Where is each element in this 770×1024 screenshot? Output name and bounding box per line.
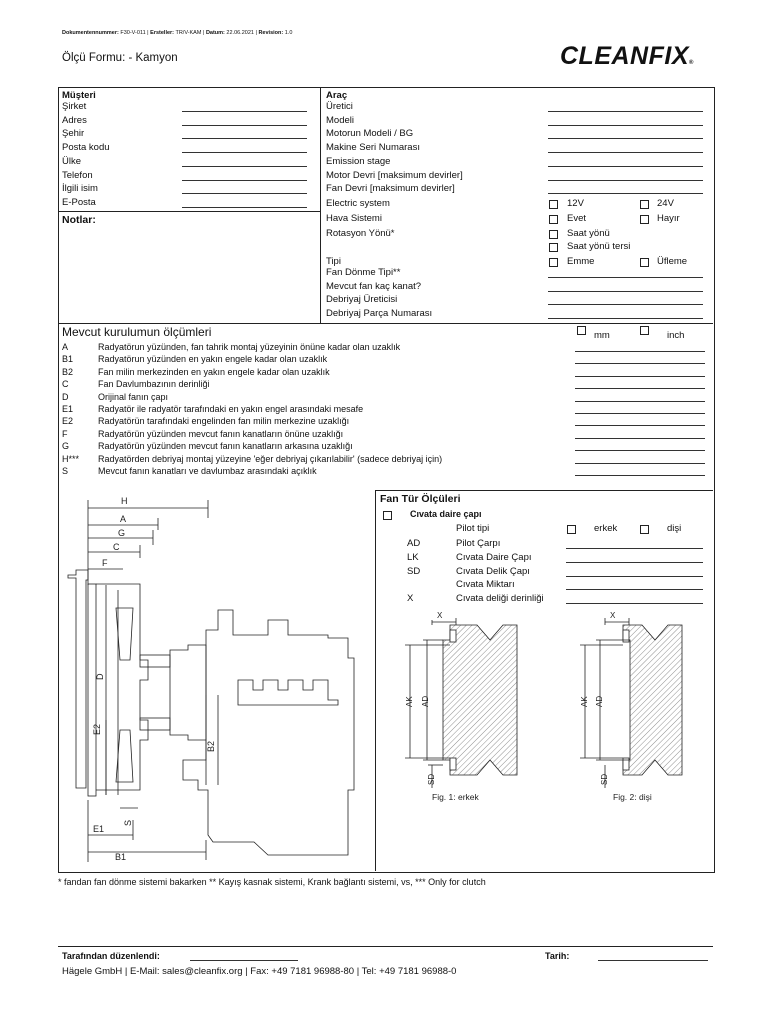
fan-row-code: LK <box>407 551 419 563</box>
electric-24v-label: 24V <box>657 198 674 209</box>
measurement-text: Fan milin merkezinden en yakın engele kadar olan uzaklık <box>98 366 330 377</box>
fan-row-code: SD <box>407 565 421 577</box>
customer-field-label: Adres <box>62 114 87 126</box>
vehicle-heading: Araç <box>326 90 348 101</box>
air-no-checkbox[interactable] <box>640 215 649 224</box>
fig2-label-ad: AD <box>595 695 604 707</box>
measurement-text: Radyatörden debriyaj montaj yüzeyine 'eğer debriyaj çıkarılabilir' (sadece debriyaj için) <box>98 453 443 464</box>
fig1-label-x: X <box>437 611 443 620</box>
measurement-code: C <box>62 379 69 390</box>
measurement-input[interactable] <box>575 351 705 352</box>
vehicle-field-input[interactable] <box>548 304 703 305</box>
measurement-input[interactable] <box>575 425 705 426</box>
customer-field-label: Ülke <box>62 155 82 167</box>
air-label: Hava Sistemi <box>326 213 382 224</box>
customer-field-input[interactable] <box>182 111 307 112</box>
fig1-label-ak: AK <box>405 696 414 707</box>
measurement-text: Radyatör ile radyatör tarafındaki en yakın engel arasındaki mesafe <box>98 404 364 414</box>
bolt-circle-label: Cıvata daire çapı <box>410 509 482 519</box>
fan-row-input[interactable] <box>566 562 703 563</box>
measurement-code: E1 <box>62 404 74 414</box>
measurement-code: H*** <box>62 453 80 464</box>
vehicle-field-input[interactable] <box>548 277 703 278</box>
vehicle-field-label: Fan Devri [maksimum devirler] <box>326 183 455 195</box>
customer-field-input[interactable] <box>182 125 307 126</box>
fig1-label-sd: SD <box>427 773 436 785</box>
measurement-code: G <box>62 441 70 452</box>
divider-measurements <box>58 323 713 324</box>
measurement-code: D <box>62 391 69 402</box>
air-yes-checkbox[interactable] <box>549 215 558 224</box>
measurement-code: S <box>62 466 69 476</box>
customer-field-label: Şehir <box>62 128 85 140</box>
company-info: Hägele GmbH | E-Mail: sales@cleanfix.org | Fax: +49 7181 96988-80 | Tel: +49 7181 96988-0 <box>62 966 457 977</box>
measurement-code: F <box>62 428 68 439</box>
vehicle-field-input[interactable] <box>548 166 703 167</box>
customer-field-label: İlgili isim <box>62 183 98 195</box>
measurement-text: Radyatörün tarafındaki engelinden fan milin merkezine uzaklığı <box>98 416 350 427</box>
footnote: * fandan fan dönme sistemi bakarken ** Kayış kasnak sistemi, Krank bağlantı sistemi, vs, *** Only for clutch <box>58 877 486 887</box>
customer-field-input[interactable] <box>182 138 307 139</box>
fan-row-input[interactable] <box>566 589 703 590</box>
fan-row-code: X <box>407 593 414 605</box>
fig2-label-ak: AK <box>580 696 589 707</box>
vehicle-field-input[interactable] <box>548 291 703 292</box>
unit-mm-checkbox[interactable] <box>577 326 586 335</box>
dim-label-s: S <box>123 819 133 826</box>
measurement-input[interactable] <box>575 450 705 451</box>
measurement-input[interactable] <box>575 401 705 402</box>
fig1-caption: Fig. 1: erkek <box>432 792 479 802</box>
pilot-female-checkbox[interactable] <box>640 525 649 534</box>
measurement-code: A <box>62 342 69 352</box>
type-suction-label: Emme <box>567 256 595 267</box>
electric-24v-checkbox[interactable] <box>640 200 649 209</box>
rotation-label: Rotasyon Yönü* <box>326 228 395 239</box>
fig2-caption: Fig. 2: dişi <box>613 792 652 802</box>
fan-row-code: AD <box>407 538 421 549</box>
pilot-female-label: dişi <box>667 523 682 534</box>
bolt-circle-checkbox[interactable] <box>383 511 392 520</box>
cleanfix-logo: CLEANFIX® <box>560 42 694 70</box>
issued-by-label: Tarafından düzenlendi: <box>62 951 160 961</box>
rotation-cw-label: Saat yönü <box>567 228 610 239</box>
vehicle-field-input[interactable] <box>548 193 703 194</box>
vehicle-field-input[interactable] <box>548 111 703 112</box>
measurement-input[interactable] <box>575 363 705 364</box>
measurement-code: E2 <box>62 416 74 427</box>
type-blowing-checkbox[interactable] <box>640 258 649 267</box>
measurement-text: Fan Davlumbazının derinliği <box>98 379 210 390</box>
dim-label-a: A <box>120 514 127 524</box>
fig1-label-ad: AD <box>421 695 430 707</box>
installation-diagram <box>58 490 375 871</box>
measurement-text: Radyatörün yüzünden mevcut fanın kanatların önüne uzaklığı <box>98 428 344 439</box>
vehicle-field-input[interactable] <box>548 125 703 126</box>
customer-field-input[interactable] <box>182 166 307 167</box>
measurement-code: B1 <box>62 354 74 365</box>
air-no-label: Hayır <box>657 213 680 224</box>
measurements-heading: Mevcut kurulumun ölçümleri <box>62 325 212 339</box>
vehicle-field-label: Emission stage <box>326 155 391 167</box>
measurement-text: Radyatörun yüzünden en yakın engele kadar olan uzaklık <box>98 354 328 365</box>
vehicle-field-input[interactable] <box>548 152 703 153</box>
dim-label-b1: B1 <box>115 852 127 862</box>
page-title: Ölçü Formu: - Kamyon <box>62 52 178 64</box>
customer-field-input[interactable] <box>182 207 307 208</box>
dim-label-h: H <box>121 496 128 506</box>
fig2-label-sd: SD <box>600 773 609 785</box>
measurement-input[interactable] <box>575 475 705 476</box>
unit-mm-label: mm <box>594 330 610 341</box>
customer-field-input[interactable] <box>182 180 307 181</box>
customer-field-label: Şirket <box>62 101 87 112</box>
fan-heading: Fan Tür Ölçüleri <box>380 493 461 505</box>
date-field[interactable] <box>598 960 708 961</box>
divider-customer-notes <box>58 211 320 212</box>
vehicle-field-label: Fan Dönme Tipi** <box>326 267 401 278</box>
measurement-code: B2 <box>62 366 74 377</box>
measurement-text: Radyatörün yüzünden mevcut fanın kanatların arkasına uzaklığı <box>98 441 353 452</box>
measurement-input[interactable] <box>575 388 705 389</box>
dim-label-e2: E2 <box>92 723 102 735</box>
customer-field-label: Posta kodu <box>62 142 110 154</box>
rotation-ccw-checkbox[interactable] <box>549 243 558 252</box>
electric-label: Electric system <box>326 198 390 209</box>
dim-label-f: F <box>102 558 108 568</box>
vehicle-field-label: Motor Devri [maksimum devirler] <box>326 169 463 181</box>
dim-label-g: G <box>118 528 126 538</box>
fan-row-text: Cıvata Daire Çapı <box>456 551 532 563</box>
customer-field-input[interactable] <box>182 152 307 153</box>
vehicle-field-label: Debriyaj Parça Numarası <box>326 308 433 320</box>
vehicle-field-label: Motorun Modeli / BG <box>326 128 414 140</box>
divider-diagram-vertical <box>375 490 376 871</box>
unit-inch-label: inch <box>667 330 685 341</box>
pilot-male-checkbox[interactable] <box>567 525 576 534</box>
fan-row-text: Pilot Çarpı <box>456 538 501 549</box>
pilot-type-label: Pilot tipi <box>456 523 490 534</box>
footer-rule <box>58 946 713 947</box>
fan-row-text: Cıvata deliği derinliği <box>456 593 544 605</box>
customer-heading: Müşteri <box>62 90 96 101</box>
unit-inch-checkbox[interactable] <box>640 326 649 335</box>
customer-field-label: Telefon <box>62 169 93 181</box>
fan-row-input[interactable] <box>566 548 703 549</box>
divider-top-vertical <box>320 87 321 323</box>
measurement-text: Radyatörun yüzünden, fan tahrik montaj yüzeyinin önüne kadar olan uzaklık <box>98 342 401 352</box>
measurement-input[interactable] <box>575 438 705 439</box>
rotation-ccw-label: Saat yönü tersi <box>567 241 631 252</box>
customer-field-label: E-Posta <box>62 196 96 208</box>
issued-by-field[interactable] <box>190 960 298 961</box>
type-suction-checkbox[interactable] <box>549 258 558 267</box>
rotation-cw-checkbox[interactable] <box>549 230 558 239</box>
notes-area[interactable] <box>60 228 318 320</box>
date-label: Tarih: <box>545 951 570 961</box>
fan-row-input[interactable] <box>566 576 703 577</box>
fan-row-text: Cıvata Delik Çapı <box>456 565 530 577</box>
vehicle-field-label: Debriyaj Üreticisi <box>326 294 398 306</box>
dim-label-c: C <box>113 542 120 552</box>
vehicle-field-label: Üretici <box>326 101 353 112</box>
dim-label-b2: B2 <box>206 740 216 752</box>
dim-label-e1: E1 <box>93 824 105 834</box>
divider-diagram <box>375 490 713 491</box>
vehicle-field-label: Modeli <box>326 114 354 126</box>
fan-figures <box>385 610 705 835</box>
fan-row-text: Cıvata Miktarı <box>456 579 515 591</box>
type-label: Tipi <box>326 256 341 267</box>
electric-12v-label: 12V <box>567 198 584 209</box>
vehicle-field-label: Makine Seri Numarası <box>326 142 420 154</box>
measurement-input[interactable] <box>575 376 705 377</box>
type-blowing-label: Üfleme <box>657 256 688 267</box>
notes-heading: Notlar: <box>62 214 96 226</box>
pilot-male-label: erkek <box>594 523 618 534</box>
vehicle-field-input[interactable] <box>548 180 703 181</box>
measurement-input[interactable] <box>575 413 705 414</box>
document-meta: Dokumentennummer: F30-V-011 | Ersteller: TR/V-KAM | Datum: 22.06.2021 | Revision: 1.0 <box>62 30 293 36</box>
measurement-text: Mevcut fanın kanatları ve davlumbaz arasındaki açıklık <box>98 466 317 476</box>
electric-12v-checkbox[interactable] <box>549 200 558 209</box>
dim-label-d: D <box>95 673 105 680</box>
vehicle-field-input[interactable] <box>548 318 703 319</box>
fig2-label-x: X <box>610 611 616 620</box>
vehicle-field-label: Mevcut fan kaç kanat? <box>326 280 422 292</box>
measurement-input[interactable] <box>575 463 705 464</box>
measurement-text: Orijinal fanın çapı <box>98 391 169 402</box>
customer-field-input[interactable] <box>182 193 307 194</box>
air-yes-label: Evet <box>567 213 587 224</box>
fan-row-input[interactable] <box>566 603 703 604</box>
vehicle-field-input[interactable] <box>548 138 703 139</box>
